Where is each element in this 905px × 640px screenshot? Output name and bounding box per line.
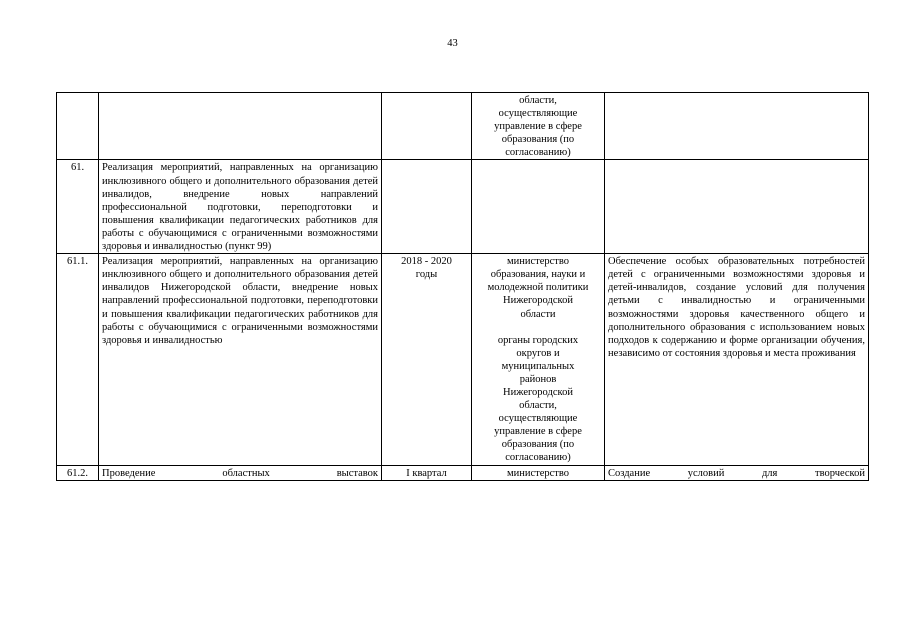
- term-cell: I квартал: [382, 465, 472, 480]
- responsible-line: области: [520, 308, 556, 320]
- result-cell: Обеспечение особых образовательных потребностей детей с ограниченными возможностями здоровья и детей-инвалидов, создание условий для получения детьми с инвалидностью и ограниченными возможностями здоровья качественного общего и дополнительного образования с использованием новых подходов к содержанию и форме организации обучения, независимо от состояния здоровья и места проживания: [605, 254, 869, 465]
- result-cell: [605, 93, 869, 160]
- responsible-cell: [472, 93, 605, 160]
- term-cell: [382, 160, 472, 254]
- responsible-line: согласованию): [505, 147, 571, 159]
- responsible-line: управление в сфере: [494, 121, 582, 133]
- result-cell: [605, 465, 869, 480]
- event-text: Проведение областных выставок: [102, 467, 378, 479]
- item-number-cell: 61.1.: [57, 254, 99, 465]
- term-cell: [382, 254, 472, 465]
- event-cell: [99, 93, 382, 160]
- paragraph-gap: [475, 321, 601, 334]
- action-plan-table: [56, 92, 869, 481]
- table-row: [57, 254, 869, 465]
- table-row: [57, 160, 869, 254]
- table-row: [57, 465, 869, 480]
- responsible-line: органы городских: [497, 334, 579, 346]
- item-number-cell: 61.: [57, 160, 99, 254]
- responsible-line: образования, науки и: [490, 269, 586, 281]
- responsible-line: Нижегородской: [503, 386, 573, 398]
- term-line: 2018 - 2020: [401, 256, 452, 268]
- responsible-line: образования (по: [501, 439, 575, 451]
- item-number-cell: 61.2.: [57, 465, 99, 480]
- responsible-line: осуществляющие: [498, 108, 578, 120]
- responsible-line: образования (по: [501, 134, 575, 146]
- item-number-cell: [57, 93, 99, 160]
- responsible-line: Нижегородской: [503, 295, 573, 307]
- table-row: [57, 93, 869, 160]
- responsible-line: молодежной политики: [487, 282, 589, 294]
- responsible-line: министерство: [506, 256, 570, 268]
- page-number: 43: [447, 38, 458, 49]
- responsible-line: районов: [519, 373, 557, 385]
- responsible-cell: министерство: [472, 465, 605, 480]
- result-cell: [605, 160, 869, 254]
- term-line: годы: [415, 269, 438, 281]
- responsible-line: осуществляющие: [498, 413, 578, 425]
- term-cell: [382, 93, 472, 160]
- event-cell: Реализация мероприятий, направленных на организацию инклюзивного общего и дополнительного образования детей инвалидов Нижегородской области, внедрение новых направлений профессиональной подготовки, переподготовки и повышения квалификации педагогических работников для работы с обучающимися с ограниченными возможностями здоровья и инвалидностью: [99, 254, 382, 465]
- responsible-line: округов и: [516, 347, 560, 359]
- responsible-cell: [472, 254, 605, 465]
- responsible-line: муниципальных: [501, 360, 575, 372]
- responsible-cell: [472, 160, 605, 254]
- responsible-line: области,: [519, 95, 557, 106]
- result-text: Создание условий для творческой: [608, 467, 865, 479]
- responsible-line: управление в сфере: [494, 426, 582, 438]
- event-cell: Реализация мероприятий, направленных на организацию инклюзивного общего и дополнительного образования детей инвалидов, внедрение новых направлений профессиональной подготовки, переподготовки и повышения квалификации педагогических работников для работы с обучающимися с ограниченными возможностями здоровья и инвалидностью (пункт 99): [99, 160, 382, 254]
- responsible-line: области,: [519, 400, 557, 412]
- responsible-line: согласованию): [505, 452, 571, 464]
- event-cell: [99, 465, 382, 480]
